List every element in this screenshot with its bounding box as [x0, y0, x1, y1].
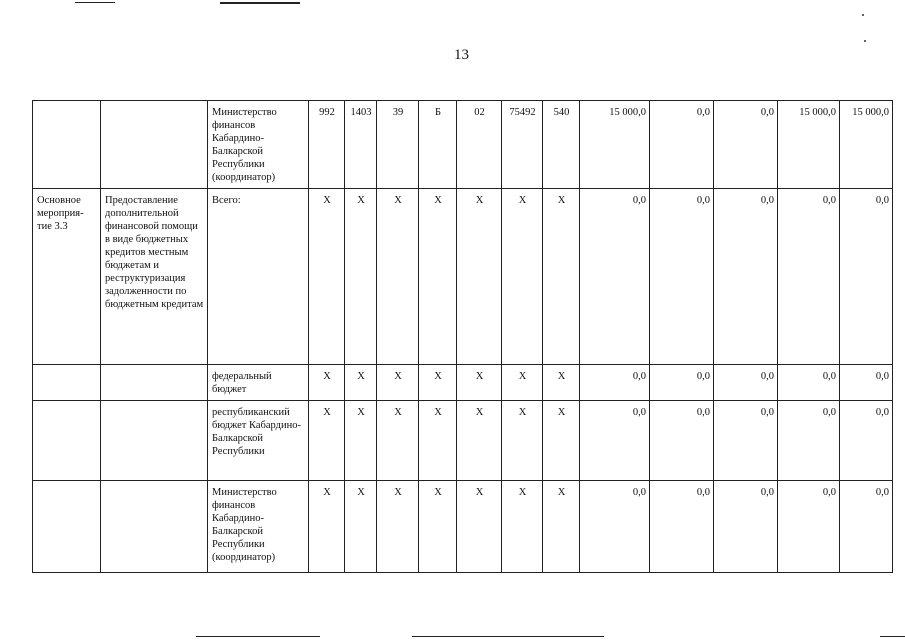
- code-cell: 992: [309, 101, 345, 189]
- amount-cell: 0,0: [840, 189, 893, 365]
- code-cell: X: [457, 365, 502, 401]
- measure-name-cell: [101, 481, 208, 573]
- code-cell: X: [345, 189, 377, 365]
- code-cell: X: [502, 189, 543, 365]
- code-cell: X: [345, 401, 377, 481]
- scan-artifact-line: [196, 636, 320, 637]
- code-cell: X: [309, 365, 345, 401]
- scan-artifact-line: [220, 2, 300, 4]
- amount-cell: 0,0: [840, 365, 893, 401]
- code-cell: X: [457, 481, 502, 573]
- table-row: [33, 365, 893, 401]
- measure-name-cell: Предоставление дополнительной финансовой помощи в виде бюджетных кредитов местным бюджетам и реструктуризация задолженности по бюджетным кредитам: [101, 189, 208, 365]
- measure-name-cell: [101, 101, 208, 189]
- page-number: 13: [454, 47, 469, 63]
- amount-cell: 0,0: [580, 481, 650, 573]
- amount-cell: 15 000,0: [840, 101, 893, 189]
- code-cell: X: [502, 365, 543, 401]
- status-cell: [33, 365, 101, 401]
- amount-cell: 0,0: [714, 481, 778, 573]
- amount-cell: 15 000,0: [778, 101, 840, 189]
- table-body: [33, 101, 893, 573]
- code-cell: X: [419, 189, 457, 365]
- amount-cell: 0,0: [650, 401, 714, 481]
- amount-cell: 0,0: [580, 401, 650, 481]
- executor-cell: Министерство финансов Кабардино-Балкарской Республики (координатор): [208, 101, 309, 189]
- code-cell: X: [457, 401, 502, 481]
- measure-name-cell: [101, 401, 208, 481]
- amount-cell: 0,0: [650, 481, 714, 573]
- table-row: [33, 481, 893, 573]
- table-row: [33, 401, 893, 481]
- scan-artifact-speck: [862, 14, 864, 16]
- budget-table: [32, 100, 893, 573]
- code-cell: 75492: [502, 101, 543, 189]
- status-cell: [33, 101, 101, 189]
- amount-cell: 0,0: [778, 401, 840, 481]
- code-cell: X: [309, 189, 345, 365]
- code-cell: 39: [377, 101, 419, 189]
- amount-cell: 0,0: [714, 401, 778, 481]
- amount-cell: 0,0: [650, 365, 714, 401]
- amount-cell: 0,0: [650, 189, 714, 365]
- code-cell: X: [377, 189, 419, 365]
- status-cell: [33, 481, 101, 573]
- code-cell: X: [345, 481, 377, 573]
- amount-cell: 0,0: [714, 365, 778, 401]
- scan-artifact-line: [75, 2, 115, 3]
- measure-name-cell: [101, 365, 208, 401]
- code-cell: X: [377, 481, 419, 573]
- status-cell: Основное мероприя-тие 3.3: [33, 189, 101, 365]
- code-cell: X: [457, 189, 502, 365]
- scan-artifact-line: [412, 636, 604, 637]
- code-cell: X: [543, 481, 580, 573]
- code-cell: 02: [457, 101, 502, 189]
- code-cell: X: [419, 401, 457, 481]
- code-cell: X: [309, 481, 345, 573]
- code-cell: X: [543, 365, 580, 401]
- code-cell: X: [543, 401, 580, 481]
- table-row: [33, 101, 893, 189]
- code-cell: X: [502, 401, 543, 481]
- code-cell: X: [309, 401, 345, 481]
- code-cell: 1403: [345, 101, 377, 189]
- table-row: [33, 189, 893, 365]
- code-cell: X: [419, 365, 457, 401]
- amount-cell: 15 000,0: [580, 101, 650, 189]
- amount-cell: 0,0: [778, 365, 840, 401]
- amount-cell: 0,0: [778, 189, 840, 365]
- code-cell: Б: [419, 101, 457, 189]
- amount-cell: 0,0: [580, 189, 650, 365]
- scan-artifact-line: [880, 636, 905, 637]
- amount-cell: 0,0: [714, 101, 778, 189]
- amount-cell: 0,0: [840, 401, 893, 481]
- executor-cell: Министерство финансов Кабардино-Балкарской Республики (координатор): [208, 481, 309, 573]
- amount-cell: 0,0: [650, 101, 714, 189]
- status-cell: [33, 401, 101, 481]
- amount-cell: 0,0: [840, 481, 893, 573]
- amount-cell: 0,0: [580, 365, 650, 401]
- code-cell: X: [377, 365, 419, 401]
- scan-artifact-speck: [864, 40, 866, 42]
- code-cell: X: [419, 481, 457, 573]
- code-cell: X: [345, 365, 377, 401]
- amount-cell: 0,0: [778, 481, 840, 573]
- code-cell: X: [377, 401, 419, 481]
- code-cell: X: [543, 189, 580, 365]
- executor-cell: Всего:: [208, 189, 309, 365]
- code-cell: X: [502, 481, 543, 573]
- executor-cell: республиканский бюджет Кабардино-Балкарской Республики: [208, 401, 309, 481]
- executor-cell: федеральный бюджет: [208, 365, 309, 401]
- code-cell: 540: [543, 101, 580, 189]
- amount-cell: 0,0: [714, 189, 778, 365]
